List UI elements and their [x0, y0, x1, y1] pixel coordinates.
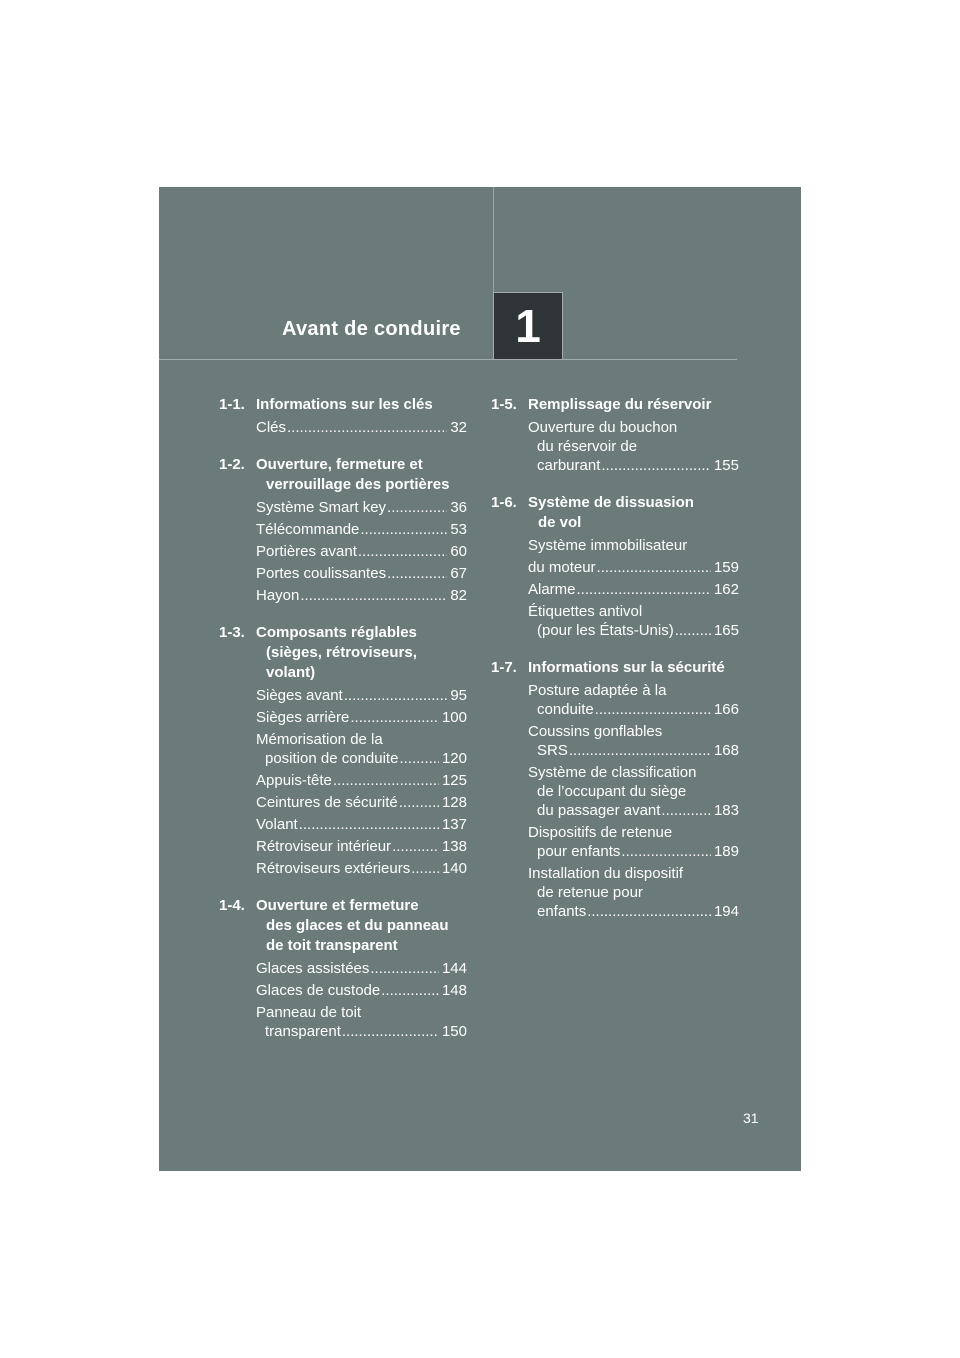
toc-page-number: 189 [713, 843, 739, 860]
toc-entry-line: Installation du dispositif [528, 865, 684, 882]
toc-entry-line [528, 456, 739, 475]
toc-page-number: 137 [441, 816, 467, 833]
toc-entry[interactable] [528, 558, 739, 577]
section-items [219, 498, 467, 605]
section-title-line: Ouverture et fermeture [256, 897, 419, 914]
toc-entry[interactable] [528, 823, 739, 861]
toc-entry-text: Alarme [528, 581, 576, 598]
toc-entry-text: Glaces assistées [256, 960, 370, 977]
toc-section [219, 623, 467, 878]
section-number: 1-6. [491, 494, 517, 511]
dot-leader [675, 621, 711, 640]
toc-entry-line [528, 741, 739, 760]
toc-entry[interactable] [528, 418, 739, 475]
section-title [256, 395, 467, 415]
section-title-line: (sièges, rétroviseurs, [266, 644, 417, 661]
toc-entry[interactable] [256, 520, 467, 539]
toc-entry-line [256, 586, 467, 605]
toc-entry-text: Portières avant [256, 543, 357, 560]
toc-entry-line: du réservoir de [537, 438, 638, 455]
toc-entry-line [256, 771, 467, 790]
toc-section [219, 896, 467, 1041]
toc-entry-line: de l’occupant du siège [537, 783, 687, 800]
toc-page-number: 67 [450, 565, 467, 582]
section-heading [219, 896, 467, 956]
dot-leader [597, 558, 711, 577]
toc-page-number: 36 [450, 499, 467, 516]
toc-entry[interactable] [528, 722, 739, 760]
toc-entry-line: Posture adaptée à la [528, 682, 667, 699]
toc-page-number: 82 [450, 587, 467, 604]
toc-entry-text: Rétroviseurs extérieurs [256, 860, 411, 877]
toc-entry-line [256, 564, 467, 583]
toc-entry-line [528, 558, 739, 577]
dot-leader [358, 542, 447, 561]
toc-entry[interactable] [528, 536, 739, 555]
toc-entry-line [256, 793, 467, 812]
toc-entry-line: Ouverture du bouchon [528, 419, 678, 436]
toc-section [491, 395, 739, 475]
toc-entry-line [256, 1022, 467, 1041]
toc-entry-text: Télécommande [256, 521, 360, 538]
toc-section [219, 395, 467, 437]
toc-entry[interactable] [256, 564, 467, 583]
section-items [491, 536, 739, 640]
toc-page-number: 53 [450, 521, 467, 538]
toc-entry-line [528, 580, 739, 599]
toc-entry-text: Système Smart key [256, 499, 387, 516]
toc-page-number: 144 [441, 960, 467, 977]
dot-leader [587, 902, 711, 921]
section-title-line: verrouillage des portières [266, 476, 450, 493]
section-heading [219, 395, 467, 415]
toc-entry-line: Panneau de toit [256, 1004, 362, 1021]
toc-entry-line [256, 542, 467, 561]
toc-section [491, 493, 739, 640]
toc-entry-text: conduite [537, 701, 594, 718]
toc-entry-text: Appuis-tête [256, 772, 332, 789]
section-items [219, 959, 467, 1041]
toc-entry-text: du passager avant [537, 802, 661, 819]
dot-leader [350, 708, 439, 727]
toc-page-number: 150 [441, 1023, 467, 1040]
dot-leader [360, 520, 447, 539]
toc-section [491, 658, 739, 921]
toc-entry-line [256, 981, 467, 1000]
toc-entry[interactable] [528, 864, 739, 921]
dot-leader [577, 580, 711, 599]
toc-entry-text: Hayon [256, 587, 300, 604]
section-heading [491, 493, 739, 533]
toc-page-number: 100 [441, 709, 467, 726]
section-title-line: Système de dissuasion [528, 494, 694, 511]
section-number: 1-4. [219, 897, 245, 914]
toc-entry[interactable] [256, 959, 467, 978]
dot-leader [333, 771, 439, 790]
toc-entry-line [256, 815, 467, 834]
toc-entry-line [256, 498, 467, 517]
toc-entry-text: Portes coulissantes [256, 565, 387, 582]
section-title [256, 623, 467, 683]
toc-page-number: 120 [441, 750, 467, 767]
section-title-line: de toit transparent [266, 937, 398, 954]
section-title-line: Remplissage du réservoir [528, 396, 712, 413]
toc-entry-line [256, 837, 467, 856]
toc-entry-line [256, 859, 467, 878]
toc-entry[interactable] [256, 498, 467, 517]
toc-section [219, 455, 467, 605]
toc-page-number: 159 [713, 559, 739, 576]
toc-page-number: 183 [713, 802, 739, 819]
toc-page-number: 125 [441, 772, 467, 789]
toc-entry-text: (pour les États-Unis) [537, 622, 674, 639]
dot-leader [399, 749, 439, 768]
section-number: 1-1. [219, 396, 245, 413]
toc-page-number: 166 [713, 701, 739, 718]
section-number: 1-7. [491, 659, 517, 676]
toc-entry-text: Glaces de custode [256, 982, 381, 999]
dot-leader [392, 837, 439, 856]
dot-leader [595, 700, 711, 719]
toc-entry-line [256, 708, 467, 727]
section-title-line: de vol [538, 514, 582, 531]
section-title [528, 658, 739, 678]
section-heading [219, 455, 467, 495]
toc-page-number: 165 [713, 622, 739, 639]
page-number: 31 [743, 1110, 759, 1126]
dot-leader [661, 801, 711, 820]
toc-entry[interactable] [256, 771, 467, 790]
toc-entry-text: SRS [537, 742, 568, 759]
toc-entry[interactable] [256, 586, 467, 605]
section-number: 1-3. [219, 624, 245, 641]
section-items [219, 418, 467, 437]
toc-entry-line [528, 902, 739, 921]
toc-entry-line: Dispositifs de retenue [528, 824, 673, 841]
toc-entry-line [256, 959, 467, 978]
toc-entry-line [256, 418, 467, 437]
dot-leader [300, 586, 447, 605]
section-title [528, 493, 739, 533]
toc-entry-text: enfants [537, 903, 587, 920]
toc-entry[interactable] [256, 418, 467, 437]
section-items [491, 418, 739, 475]
dot-leader [299, 815, 439, 834]
toc-entry-text: Volant [256, 816, 298, 833]
toc-page-number: 95 [450, 687, 467, 704]
toc-column-right [491, 395, 739, 939]
dot-leader [601, 456, 711, 475]
toc-entry-line: Système immobilisateur [528, 537, 688, 554]
dot-leader [621, 842, 711, 861]
toc-entry[interactable] [256, 542, 467, 561]
toc-entry-line: de retenue pour [537, 884, 643, 901]
toc-entry-line: Coussins gonflables [528, 723, 663, 740]
toc-entry-text: carburant [537, 457, 601, 474]
dot-leader [569, 741, 711, 760]
toc-entry-text: du moteur [528, 559, 596, 576]
dot-leader [342, 1022, 439, 1041]
section-heading [491, 395, 739, 415]
toc-page-number: 168 [713, 742, 739, 759]
toc-page-number: 155 [713, 457, 739, 474]
toc-entry-text: Sièges avant [256, 687, 343, 704]
toc-entry-line [256, 749, 467, 768]
chapter-number: 1 [515, 300, 541, 352]
section-title-line: Ouverture, fermeture et [256, 456, 423, 473]
toc-page-number: 138 [441, 838, 467, 855]
toc-entry-line [256, 520, 467, 539]
section-title-line: Composants réglables [256, 624, 417, 641]
toc-entry[interactable] [256, 793, 467, 812]
toc-entry[interactable] [528, 580, 739, 599]
dot-leader [411, 859, 439, 878]
toc-entry-line: Système de classification [528, 764, 697, 781]
toc-entry-line [528, 621, 739, 640]
section-items [219, 686, 467, 878]
toc-entry[interactable] [528, 602, 739, 640]
dot-leader [387, 498, 447, 517]
toc-page-number: 162 [713, 581, 739, 598]
toc-entry-line [528, 801, 739, 820]
dot-leader [344, 686, 448, 705]
section-number: 1-5. [491, 396, 517, 413]
dot-leader [287, 418, 447, 437]
section-title [528, 395, 739, 415]
toc-entry[interactable] [256, 730, 467, 768]
dot-leader [370, 959, 439, 978]
toc-entry-text: Clés [256, 419, 287, 436]
toc-entry-line [528, 842, 739, 861]
toc-entry-text: transparent [265, 1023, 341, 1040]
toc-entry-line: Mémorisation de la [256, 731, 383, 748]
section-title-line: Informations sur la sécurité [528, 659, 725, 676]
toc-page-number: 128 [441, 794, 467, 811]
section-title-line: Informations sur les clés [256, 396, 433, 413]
dot-leader [387, 564, 447, 583]
toc-entry-text: Sièges arrière [256, 709, 350, 726]
dot-leader [399, 793, 439, 812]
toc-entry[interactable] [256, 686, 467, 705]
section-items [491, 681, 739, 921]
toc-page-number: 140 [441, 860, 467, 877]
section-title-line: volant) [266, 664, 316, 681]
toc-entry[interactable] [256, 815, 467, 834]
toc-entry-text: pour enfants [537, 843, 621, 860]
section-title [256, 455, 467, 495]
toc-entry-text: position de conduite [265, 750, 399, 767]
toc-entry-line: Étiquettes antivol [528, 603, 643, 620]
section-heading [219, 623, 467, 683]
section-heading [491, 658, 739, 678]
toc-entry-text: Rétroviseur intérieur [256, 838, 392, 855]
toc-page-number: 194 [713, 903, 739, 920]
dot-leader [381, 981, 439, 1000]
toc-entry[interactable] [256, 708, 467, 727]
chapter-number-box [493, 292, 563, 360]
section-number: 1-2. [219, 456, 245, 473]
section-title [256, 896, 467, 956]
toc-page-number: 32 [450, 419, 467, 436]
horizontal-divider [159, 359, 737, 360]
toc-entry-line [528, 700, 739, 719]
toc-entry[interactable] [256, 837, 467, 856]
toc-entry-text: Ceintures de sécurité [256, 794, 398, 811]
toc-entry[interactable] [528, 681, 739, 719]
toc-entry-line [256, 686, 467, 705]
toc-page-number: 60 [450, 543, 467, 560]
vertical-divider [493, 187, 494, 293]
section-title-line: des glaces et du panneau [266, 917, 449, 934]
toc-entry[interactable] [256, 859, 467, 878]
chapter-title: Avant de conduire [282, 318, 461, 340]
toc-entry[interactable] [256, 1003, 467, 1041]
toc-column-left [219, 395, 467, 1059]
toc-entry[interactable] [256, 981, 467, 1000]
toc-entry[interactable] [528, 763, 739, 820]
toc-page-number: 148 [441, 982, 467, 999]
